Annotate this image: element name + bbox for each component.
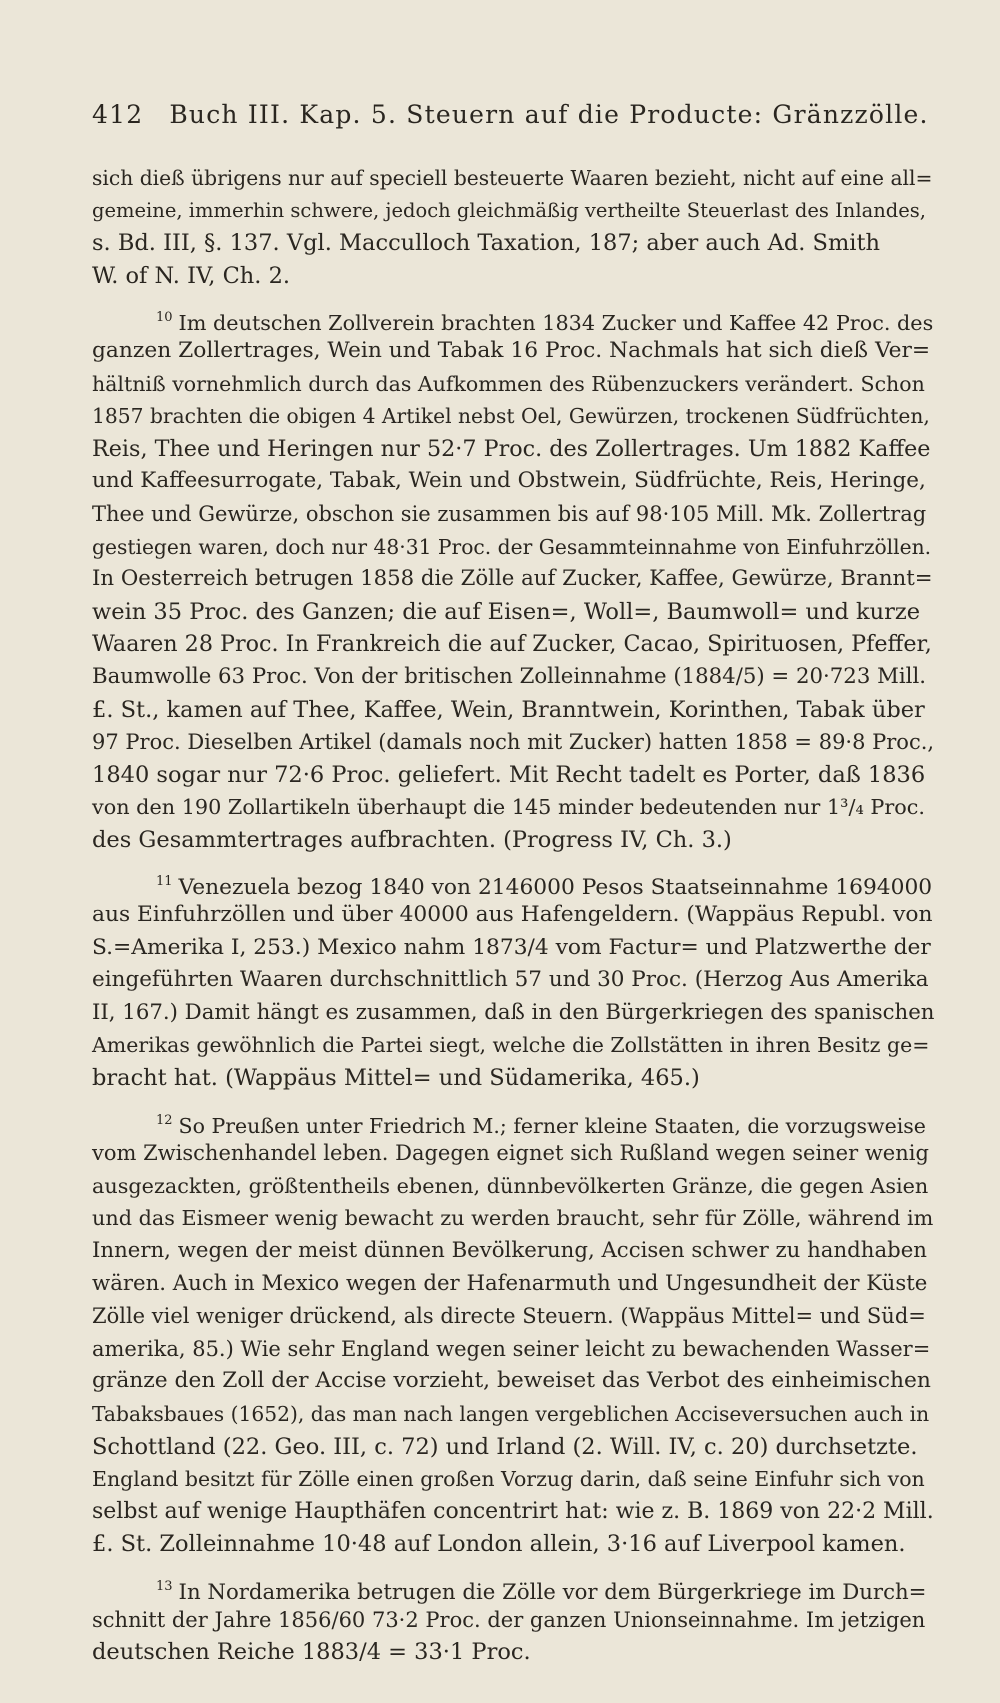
text-line: $^{10}$ Im deutschen Zollverein brachten 1834 Zucker und Kaffee 42 Proc. des (156, 310, 934, 336)
footnote-marker: 12 (156, 1112, 173, 1128)
footnote-11 (92, 866, 934, 1094)
footnote-12 (92, 1105, 934, 1561)
text-line: wein 35 Proc. des Ganzen; die auf Eisen=, Woll=, Baumwoll= und kurze (92, 598, 921, 625)
text-line: von den 190 Zollartikeln überhaupt die 145 minder bedeutenden nur 1³/₄ Proc. (92, 795, 925, 820)
text-line: selbst auf wenige Haupthäfen concentrirt hat: wie z. B. 1869 von 22·2 Mill. (92, 1498, 934, 1524)
text-line: Thee und Gewürze, obschon sie zusammen bis auf 98·105 Mill. Mk. Zollertrag (92, 501, 927, 526)
text-line: und das Eismeer wenig bewacht zu werden braucht, sehr für Zölle, während im (92, 1206, 934, 1231)
text-line: des Gesammtertrages aufbrachten. (Progress IV, Ch. 3.) (92, 826, 732, 853)
text-line: Reis, Thee und Heringen nur 52·7 Proc. des Zollertrages. Um 1882 Kaffee (92, 435, 931, 462)
text-line: £. St., kamen auf Thee, Kaffee, Wein, Branntwein, Korinthen, Tabak über (92, 696, 925, 723)
text-line: vom Zwischenhandel leben. Dagegen eignet sich Rußland wegen seiner wenig (92, 1141, 929, 1166)
text-line: ausgezackten, größtentheils ebenen, dünnbevölkerten Gränze, die gegen Asien (92, 1173, 929, 1198)
text-line: 1840 sogar nur 72·6 Proc. geliefert. Mit Recht tadelt es Porter, daß 1836 (92, 761, 926, 788)
footnote-continuation (92, 162, 934, 292)
text-line: £. St. Zolleinnahme 10·48 auf London allein, 3·16 auf Liverpool kamen. (92, 1531, 906, 1558)
text-line: S.=Amerika I, 253.) Mexico nahm 1873/4 vom Factur= und Platzwerthe der (92, 934, 931, 960)
text-line: hältniß vornehmlich durch das Aufkommen des Rübenzuckers verändert. Schon (92, 371, 925, 396)
text-line: deutschen Reiche 1883/4 = 33·1 Proc. (92, 1639, 531, 1666)
text-line: Innern, wegen der meist dünnen Bevölkerung, Accisen schwer zu handhaben (92, 1238, 927, 1263)
text-line: Amerikas gewöhnlich die Partei siegt, welche die Zollstätten in ihren Besitz ge= (92, 1033, 930, 1058)
text-line: aus Einfuhrzöllen und über 40000 aus Hafengeldern. (Wappäus Republ. von (92, 902, 933, 928)
footnote-10 (92, 302, 934, 856)
page-number: 412 (92, 100, 144, 129)
running-title: Buch III. Kap. 5. Steuern auf die Producte: Gränzzölle. (169, 100, 929, 129)
text-line: eingeführten Waaren durchschnittlich 57 und 30 Proc. (Herzog Aus Amerika (92, 967, 929, 993)
text-line: s. Bd. III, §. 137. Vgl. Macculloch Taxation, 187; aber auch Ad. Smith (92, 230, 881, 257)
text-line: II, 167.) Damit hängt es zusammen, daß in den Bürgerkriegen des spanischen (92, 999, 935, 1025)
text-line: schnitt der Jahre 1856/60 73·2 Proc. der ganzen Unionseinnahme. Im jetzigen (92, 1607, 926, 1632)
text-line: gemeine, immerhin schwere, jedoch gleichmäßig vertheilte Steuerlast des Inlandes, (92, 198, 926, 222)
footnote-13 (92, 1571, 934, 1669)
footnotes-body (92, 162, 934, 1679)
text-line: Zölle viel weniger drückend, als directe Steuern. (Wappäus Mittel= und Süd= (92, 1304, 926, 1329)
text-line: $^{13}$ In Nordamerika betrugen die Zölle vor dem Bürgerkriege im Durch= (156, 1578, 927, 1605)
footnote-marker: 13 (156, 1578, 173, 1594)
text-line: und Kaffeesurrogate, Tabak, Wein und Obstwein, Südfrüchte, Reis, Heringe, (92, 468, 926, 494)
text-line: Waaren 28 Proc. In Frankreich die auf Zucker, Cacao, Spirituosen, Pfeffer, (92, 631, 932, 658)
text-line: Tabaksbaues (1652), das man nach langen vergeblichen Acciseversuchen auch in (92, 1401, 930, 1426)
text-line: Schottland (22. Geo. III, c. 72) und Irland (2. Will. IV, c. 20) durchsetzte. (92, 1433, 918, 1460)
text-line: ganzen Zollertrages, Wein und Tabak 16 Proc. Nachmals hat sich dieß Ver= (92, 337, 931, 363)
text-line: amerika, 85.) Wie sehr England wegen seiner leicht zu bewachenden Wasser= (92, 1336, 931, 1361)
text-line: W. of N. IV, Ch. 2. (92, 262, 291, 289)
text-line: England besitzt für Zölle einen großen Vorzug darin, daß seine Einfuhr sich von (92, 1467, 925, 1492)
text-line: gestiegen waren, doch nur 48·31 Proc. der Gesammteinnahme von Einfuhrzöllen. (92, 534, 932, 559)
text-line: Baumwolle 63 Proc. Von der britischen Zolleinnahme (1884/5) = 20·723 Mill. (92, 663, 927, 689)
footnote-marker: 10 (156, 310, 173, 326)
text-line: 97 Proc. Dieselben Artikel (damals noch mit Zucker) hatten 1858 = 89·8 Proc., (92, 730, 935, 755)
footnote-marker: 11 (156, 874, 173, 890)
running-header (92, 100, 934, 129)
text-line: sich dieß übrigens nur auf speciell besteuerte Waaren bezieht, nicht auf eine all= (92, 166, 933, 190)
text-line: bracht hat. (Wappäus Mittel= und Südamerika, 465.) (92, 1065, 700, 1092)
text-line: In Oesterreich betrugen 1858 die Zölle auf Zucker, Kaffee, Gewürze, Brannt= (92, 566, 933, 592)
text-line: wären. Auch in Mexico wegen der Hafenarmuth und Ungesundheit der Küste (92, 1270, 928, 1296)
text-line: $^{11}$ Venezuela bezog 1840 von 2146000 Pesos Staatseinnahme 1694000 (156, 874, 933, 901)
text-line: gränze den Zoll der Accise vorzieht, beweiset das Verbot des einheimischen (92, 1368, 931, 1394)
text-line: $^{12}$ So Preußen unter Friedrich M.; ferner kleine Staaten, die vorzugsweise (156, 1112, 926, 1138)
text-line: 1857 brachten die obigen 4 Artikel nebst Oel, Gewürzen, trockenen Südfrüchten, (92, 404, 930, 429)
